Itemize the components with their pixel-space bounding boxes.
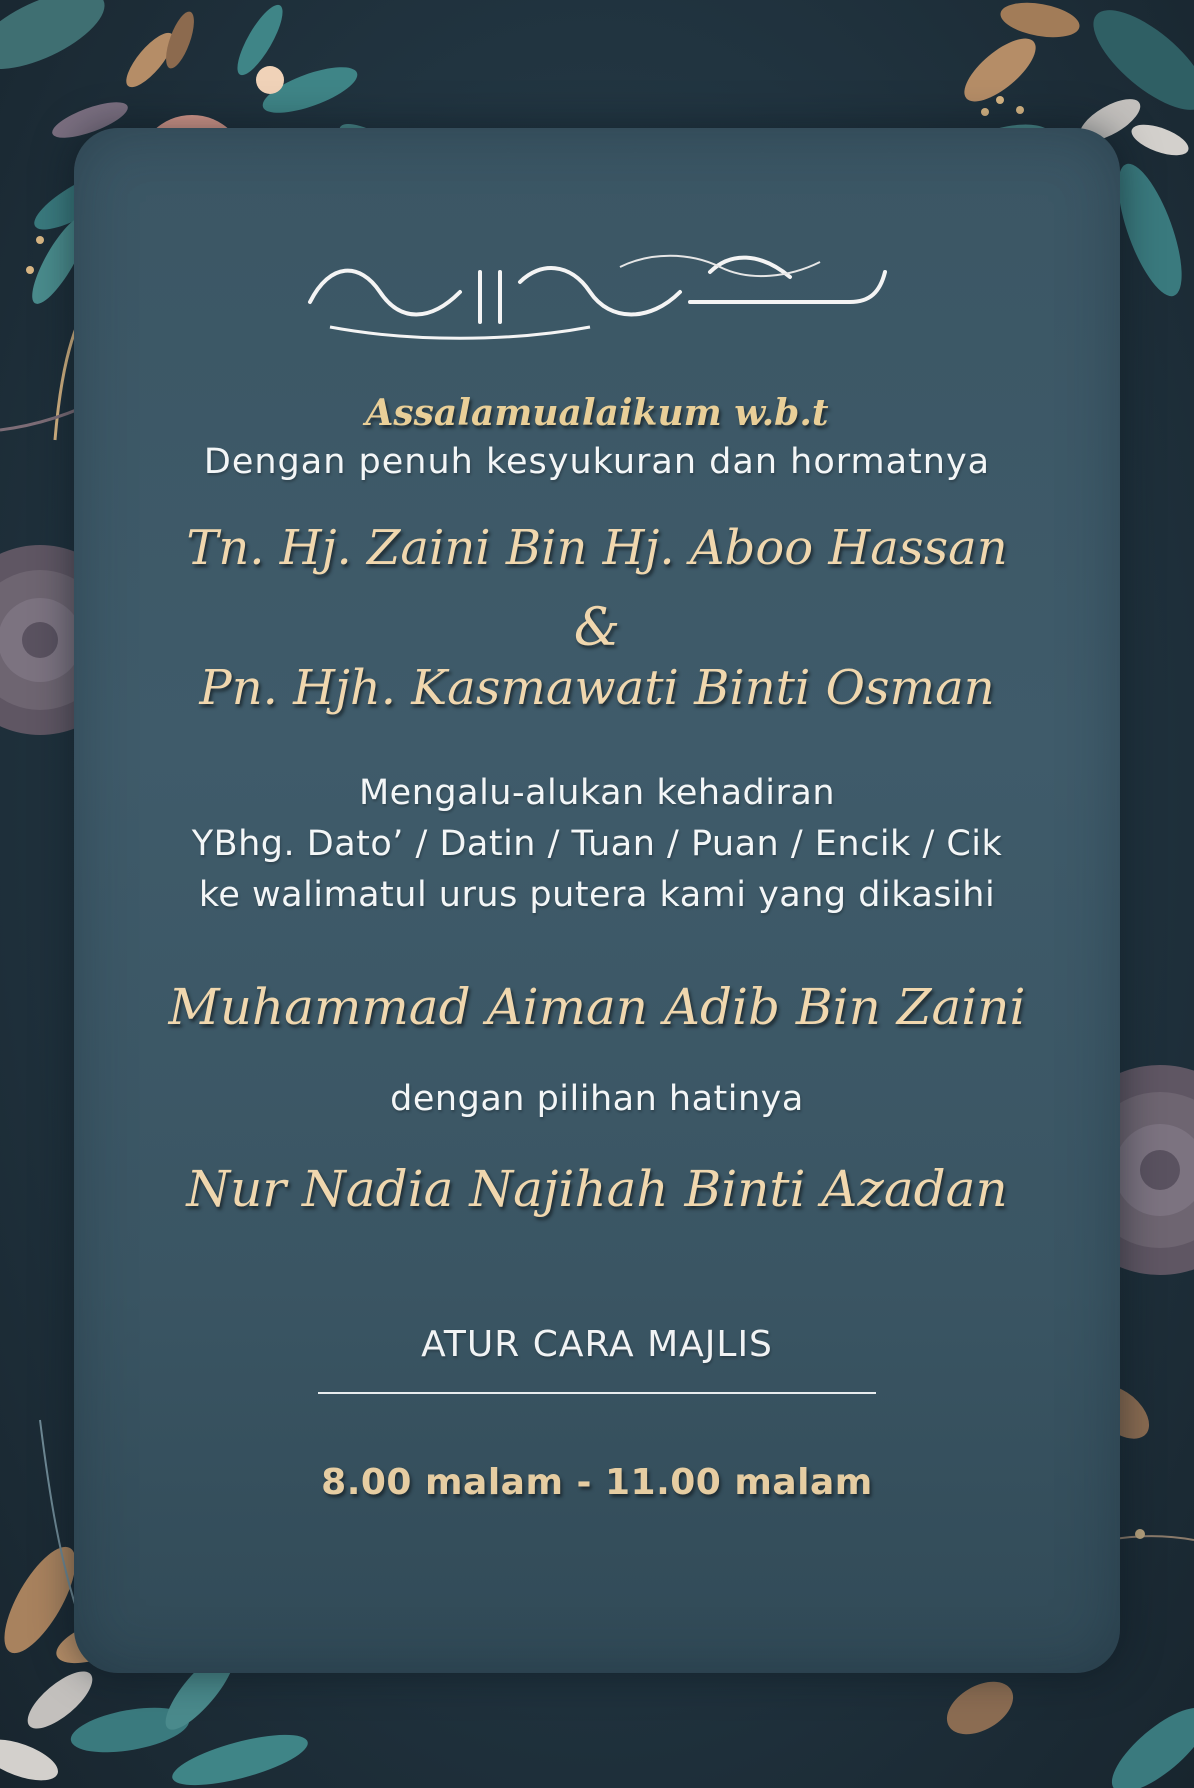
groom-name: Muhammad Aiman Adib Bin Zaini (168, 978, 1026, 1036)
mother-name: Pn. Hjh. Kasmawati Binti Osman (199, 660, 995, 716)
ampersand: & (573, 598, 621, 658)
bismillah-calligraphy-icon (290, 232, 900, 352)
greeting-text: Assalamualaikum w.b.t (365, 392, 829, 434)
connector-text: dengan pilihan hatinya (390, 1079, 804, 1119)
father-name: Tn. Hj. Zaini Bin Hj. Aboo Hassan (186, 520, 1008, 576)
invitation-line-3: ke walimatul urus putera kami yang dikasihi (198, 875, 996, 915)
intro-text: Dengan penuh kesyukuran dan hormatnya (203, 442, 991, 482)
schedule-heading: ATUR CARA MAJLIS (421, 1324, 773, 1365)
schedule-divider (318, 1392, 876, 1394)
bride-name: Nur Nadia Najihah Binti Azadan (186, 1160, 1008, 1218)
invitation-line-1: Mengalu-alukan kehadiran (358, 773, 836, 813)
schedule-time: 8.00 malam - 11.00 malam (321, 1462, 873, 1503)
invitation-text (0, 768, 1194, 921)
invitation-line-2: YBhg. Dato’ / Datin / Tuan / Puan / Encik / Cik (191, 824, 1003, 864)
